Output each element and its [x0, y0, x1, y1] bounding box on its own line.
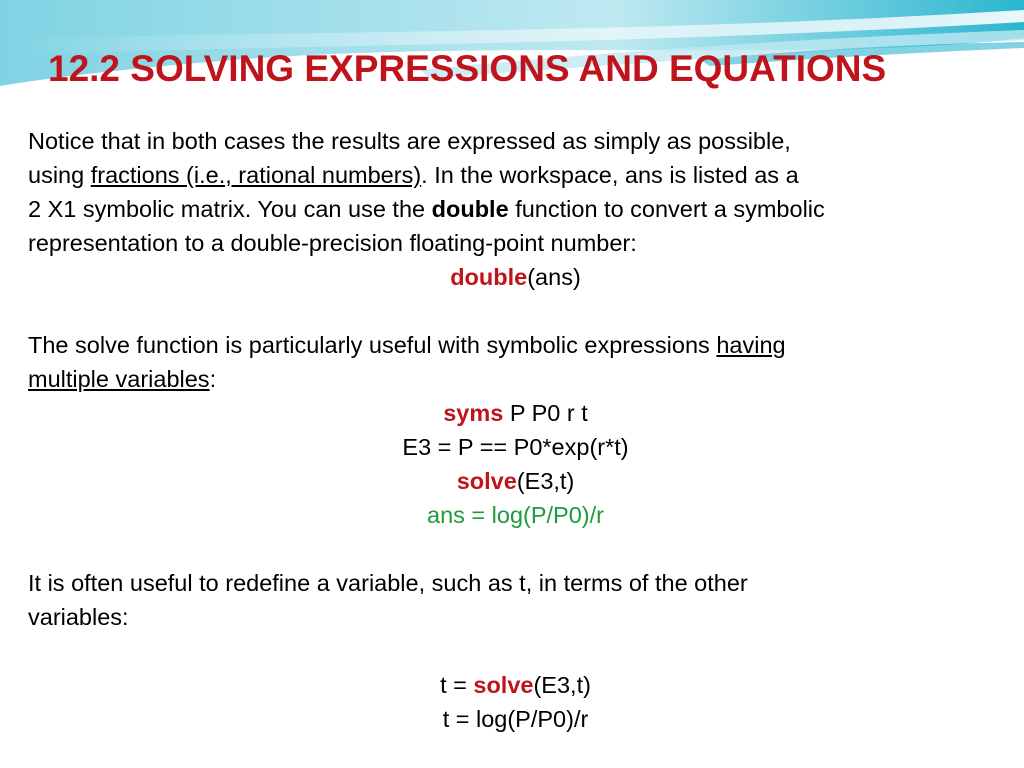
- text-segment: The solve function is particularly useful with symbolic expressions: [28, 332, 717, 358]
- bold-keyword: double: [431, 196, 509, 222]
- para2-line2: [28, 362, 1003, 396]
- underlined-text: having: [716, 332, 786, 358]
- code-t-solve: [28, 668, 1003, 702]
- slide-title: 12.2 SOLVING EXPRESSIONS AND EQUATIONS: [48, 48, 887, 89]
- code-text: t =: [440, 672, 474, 698]
- para3-line1: It is often useful to redefine a variable, such as t, in terms of the other: [28, 570, 748, 596]
- code-output: ans = log(P/P0)/r: [427, 502, 604, 528]
- code-solve: [28, 464, 1003, 498]
- spacer: [28, 532, 1003, 566]
- para2-line1: [28, 328, 1003, 362]
- para1-line3: [28, 192, 1003, 226]
- code-text: (ans): [527, 264, 581, 290]
- underlined-text: fractions (i.e., rational numbers): [90, 162, 422, 188]
- para1-line4: representation to a double-precision floating-point number:: [28, 230, 637, 256]
- text-segment: . In the workspace, ans is listed as a: [421, 162, 799, 188]
- para1-line1: Notice that in both cases the results are expressed as simply as possible,: [28, 128, 791, 154]
- code-keyword: syms: [443, 400, 504, 426]
- slide-body: [28, 124, 1003, 736]
- para3-line2: variables:: [28, 604, 129, 630]
- code-text: (E3,t): [533, 672, 591, 698]
- underlined-text: multiple variables: [28, 366, 210, 392]
- code-syms: [28, 396, 1003, 430]
- text-segment: 2 X1 symbolic matrix. You can use the: [28, 196, 432, 222]
- code-keyword: solve: [473, 672, 534, 698]
- text-segment: using: [28, 162, 91, 188]
- code-keyword: solve: [456, 468, 517, 494]
- code-text: P P0 r t: [503, 400, 588, 426]
- text-segment: function to convert a symbolic: [508, 196, 825, 222]
- text-segment: :: [209, 366, 217, 392]
- para1-line2: [28, 158, 1003, 192]
- code-t-result: t = log(P/P0)/r: [442, 706, 589, 732]
- code-equation: E3 = P == P0*exp(r*t): [402, 434, 629, 460]
- spacer: [28, 294, 1003, 328]
- code-double: [28, 260, 1003, 294]
- code-text: (E3,t): [516, 468, 575, 494]
- spacer: [28, 634, 1003, 668]
- code-keyword: double: [450, 264, 528, 290]
